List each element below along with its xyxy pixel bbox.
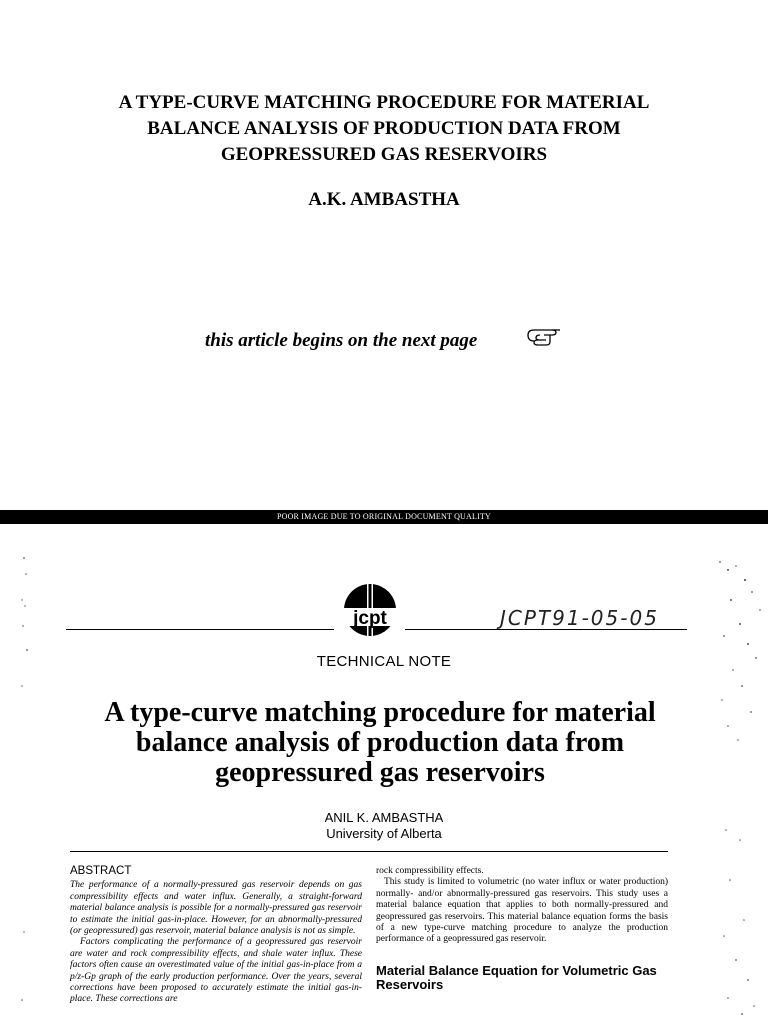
quality-banner-text: POOR IMAGE DUE TO ORIGINAL DOCUMENT QUALITY [276, 512, 492, 521]
right-column-body [376, 866, 668, 946]
article-byline [0, 810, 768, 842]
handwritten-reference: JCPT91-05-05 [500, 606, 659, 630]
pointing-hand-icon [526, 326, 562, 346]
abstract-column [70, 866, 362, 1006]
cover-author: A.K. AMBASTHA [308, 189, 460, 210]
byline-rule [70, 851, 668, 852]
cover-title-line: GEOPRESSURED GAS RESERVOIRS [220, 144, 548, 165]
abstract-paragraph: The performance of a normally-pressured gas reservoir depends on gas compressibility effects and water influx. Generally, a straight-forward material balance analysis is possible for a normally-pressured gas reservoir to estimate the initial gas-in-place. However, for an abnormally-pressured (or geopressured) gas reservoir, material balance analysis is not as simple. [70, 880, 362, 937]
jcpt-logo-text: jcpt [353, 608, 387, 629]
jcpt-logo-icon [340, 582, 400, 642]
body-paragraph: This study is limited to volumetric (no water influx or water production) normally- and/or abnormally-pressured gas reservoirs. This study uses a material balance equation that applies to both normally-pressured and geopressured gas reservoirs. This material balance equation forms the basis of a new type-curve matching procedure to analyze the production performance of a geopressured gas reservoir. [376, 877, 668, 945]
abstract-body [70, 880, 362, 1005]
author-affiliation: University of Alberta [326, 826, 442, 841]
body-paragraph: rock compressibility effects. [376, 866, 484, 876]
article-title-line: A type-curve matching procedure for material [104, 697, 656, 728]
cover-title-line: BALANCE ANALYSIS OF PRODUCTION DATA FROM [147, 118, 621, 139]
abstract-heading: ABSTRACT [70, 865, 132, 877]
begins-next-page-text: this article begins on the next page [205, 330, 478, 351]
article-title-line: geopressured gas reservoirs [215, 757, 545, 788]
cover-title-line: A TYPE-CURVE MATCHING PROCEDURE FOR MATERIAL [118, 92, 650, 113]
abstract-paragraph: Factors complicating the performance of a geopressured gas reservoir are water and rock compressibility effects, and shale water influx. These factors often cause an overestimated value of the initial gas-in-place from a p/z-Gp graph of the early production performance. Over the years, several corrections have been proposed to accurately estimate the initial gas-in-place. These corrections are [70, 937, 362, 1005]
header-rule-left [66, 629, 334, 630]
author-name: ANIL K. AMBASTHA [324, 810, 444, 825]
section-heading: Material Balance Equation for Volumetric Gas Reservoirs [376, 962, 657, 992]
article-title [40, 698, 720, 788]
article-title-line: balance analysis of production data from [135, 727, 625, 758]
section-label: TECHNICAL NOTE [316, 653, 452, 670]
cover-title [0, 90, 768, 168]
body-column-right [376, 866, 668, 992]
